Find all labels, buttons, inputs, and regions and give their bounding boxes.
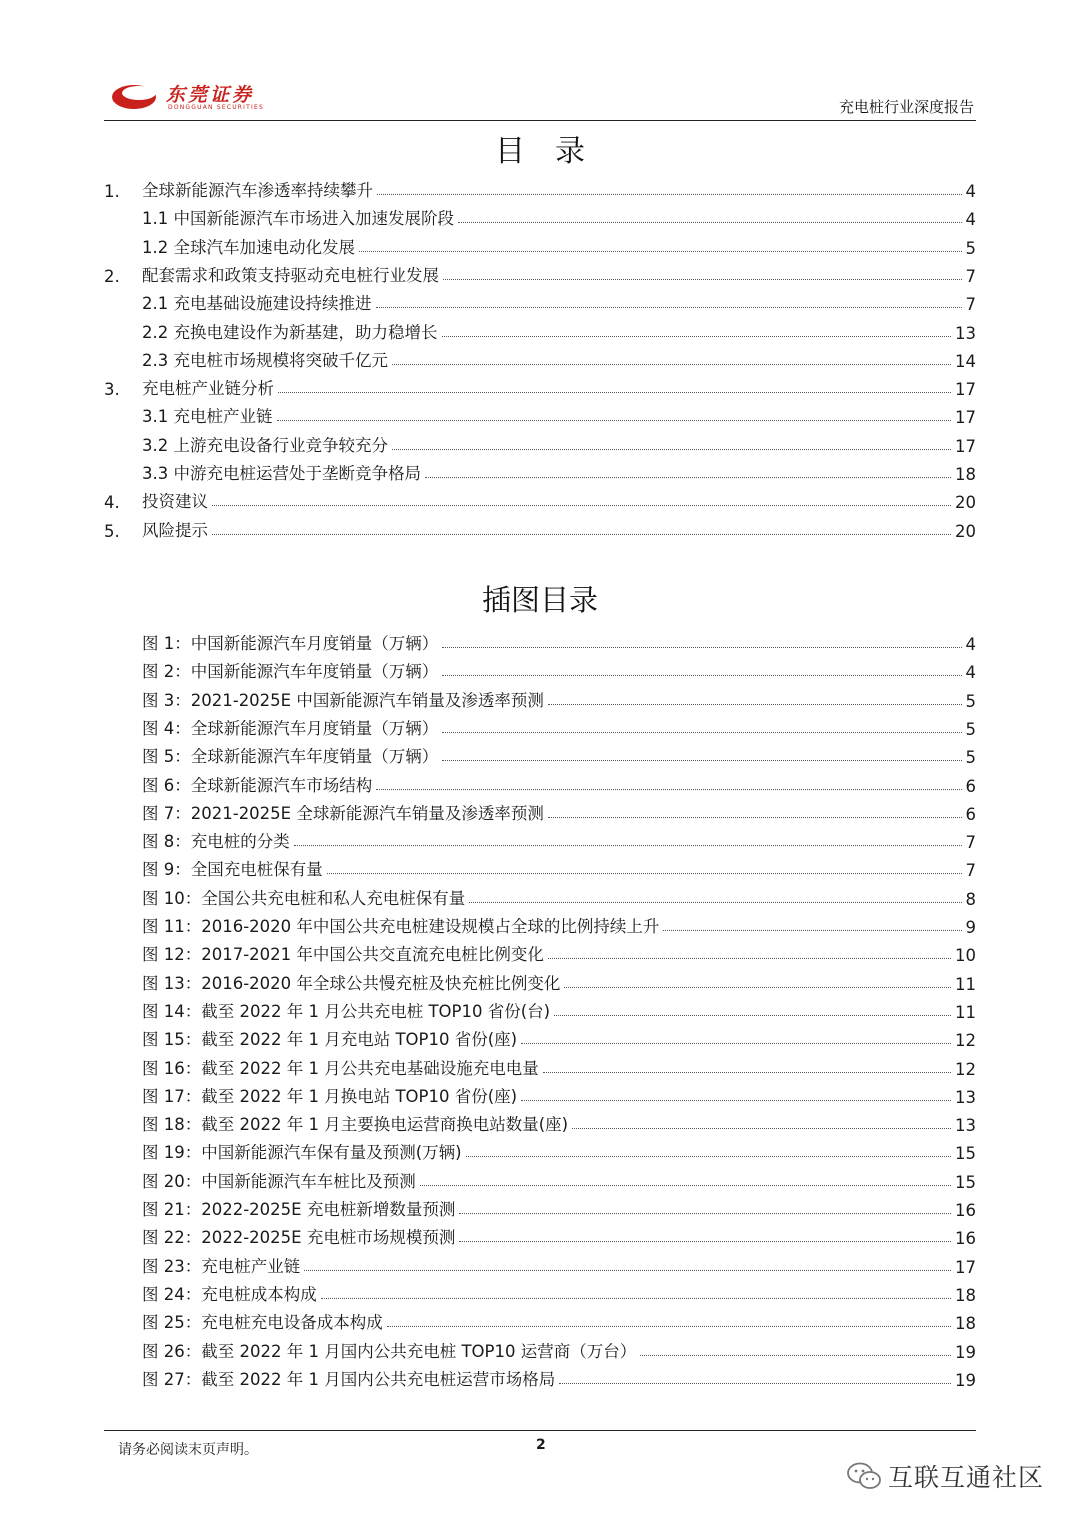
toc-entry[interactable] xyxy=(104,260,976,286)
figure-entry-label: 图 25：充电桩充电设备成本构成 xyxy=(142,1313,383,1333)
figure-entry-label: 图 3：2021-2025E 中国新能源汽车销量及渗透率预测 xyxy=(142,690,544,710)
page-number: 2 xyxy=(536,1437,546,1453)
toc-entry[interactable] xyxy=(104,203,976,229)
toc-entry-page: 20 xyxy=(955,521,976,541)
toc-entry-label: 配套需求和政策支持驱动充电桩行业发展 xyxy=(142,265,439,285)
toc-entry-number: 5. xyxy=(104,521,120,541)
dot-leader xyxy=(640,1355,951,1356)
toc-entry-label: 全球新能源汽车渗透率持续攀升 xyxy=(142,181,373,200)
toc-entry-label: 1.2 全球汽车加速电动化发展 xyxy=(142,237,355,257)
figure-entry[interactable] xyxy=(104,628,976,654)
toc-entry-number: 4. xyxy=(104,493,120,513)
dot-leader xyxy=(548,704,962,705)
figure-entry-label: 图 19：中国新能源汽车保有量及预测(万辆) xyxy=(142,1143,462,1163)
dot-leader xyxy=(442,760,961,761)
figure-entry-label: 图 22：2022-2025E 充电桩市场规模预测 xyxy=(142,1228,456,1248)
dot-leader xyxy=(212,505,951,506)
toc-entry-page: 14 xyxy=(955,351,976,371)
toc-entry-page: 5 xyxy=(965,238,976,258)
figure-entry[interactable] xyxy=(104,1336,976,1362)
toc-entry-label: 充电桩产业链分析 xyxy=(142,379,274,399)
figure-entry-page: 6 xyxy=(965,804,976,824)
figure-entry-label: 图 6：全球新能源汽车市场结构 xyxy=(142,775,373,795)
figure-entry-label: 图 7：2021-2025E 全球新能源汽车销量及渗透率预测 xyxy=(142,803,544,823)
toc-entry-label: 3.2 上游充电设备行业竞争较充分 xyxy=(142,435,388,455)
toc-entry-page: 17 xyxy=(955,380,976,400)
toc-entry-page: 7 xyxy=(965,266,976,286)
figure-entry-page: 12 xyxy=(955,1059,976,1079)
figure-entry[interactable] xyxy=(104,1279,976,1305)
dot-leader xyxy=(304,1270,951,1271)
figure-entry-page: 13 xyxy=(955,1087,976,1107)
dot-leader xyxy=(469,902,961,903)
page-header xyxy=(104,76,976,121)
dot-leader xyxy=(425,477,951,478)
dot-leader xyxy=(278,392,951,393)
figure-entry-page: 19 xyxy=(955,1342,976,1362)
dot-leader xyxy=(359,251,962,252)
toc-entry-page: 7 xyxy=(965,295,976,315)
toc-entry[interactable] xyxy=(104,515,976,541)
dot-leader xyxy=(377,194,962,195)
dot-leader xyxy=(442,647,961,648)
dot-leader xyxy=(321,1298,951,1299)
toc-entry-page: 4 xyxy=(965,182,976,201)
dot-leader xyxy=(294,845,962,846)
figure-entry-page: 4 xyxy=(965,635,976,654)
figure-entry-label: 图 8：充电桩的分类 xyxy=(142,832,290,852)
figure-entry-page: 12 xyxy=(955,1031,976,1051)
figure-entry-page: 5 xyxy=(965,719,976,739)
figure-entry[interactable] xyxy=(104,770,976,796)
figure-entry-page: 5 xyxy=(965,748,976,768)
toc-entry[interactable] xyxy=(104,458,976,484)
figure-entry[interactable] xyxy=(104,1222,976,1248)
dot-leader xyxy=(458,222,962,223)
figure-entry[interactable] xyxy=(104,1251,976,1277)
toc-entry[interactable] xyxy=(104,317,976,343)
logo-english-name: DONGGUAN SECURITIES xyxy=(168,104,264,111)
dot-leader xyxy=(442,336,952,337)
figure-entry-label: 图 12：2017-2021 年中国公共交直流充电桩比例变化 xyxy=(142,945,544,965)
dot-leader xyxy=(559,1383,951,1384)
figure-entry-page: 19 xyxy=(955,1370,976,1390)
disclaimer-text: 请务必阅读末页声明。 xyxy=(118,1442,258,1458)
toc-entry-label: 2.1 充电基础设施建设持续推进 xyxy=(142,294,372,314)
figure-entry-page: 17 xyxy=(955,1257,976,1277)
figure-entry[interactable] xyxy=(104,741,976,767)
toc-entry-page: 4 xyxy=(965,210,976,230)
figure-entry-page: 7 xyxy=(965,861,976,881)
dot-leader xyxy=(548,817,962,818)
figure-entry-label: 图 4：全球新能源汽车月度销量（万辆） xyxy=(142,718,439,738)
figure-entry-label: 图 17：截至 2022 年 1 月换电站 TOP10 省份(座) xyxy=(142,1086,518,1106)
dot-leader xyxy=(459,1213,951,1214)
toc-entry-page: 17 xyxy=(955,408,976,428)
figure-entry-page: 10 xyxy=(955,946,976,966)
toc-entry[interactable] xyxy=(104,430,976,456)
dot-leader xyxy=(443,279,962,280)
figure-entry-label: 图 26：截至 2022 年 1 月国内公共充电桩 TOP10 运营商（万台） xyxy=(142,1341,637,1361)
figure-entry[interactable] xyxy=(104,798,976,824)
figure-entry-label: 图 18：截至 2022 年 1 月主要换电运营商换电站数量(座) xyxy=(142,1115,569,1135)
figure-entry-page: 13 xyxy=(955,1116,976,1136)
figure-entry[interactable] xyxy=(104,656,976,682)
figure-entry[interactable] xyxy=(104,1024,976,1050)
figure-entry[interactable] xyxy=(104,996,976,1022)
figure-entry[interactable] xyxy=(104,1194,976,1220)
dot-leader xyxy=(387,1326,951,1327)
company-logo xyxy=(110,80,290,114)
figure-entry-label: 图 9：全国充电桩保有量 xyxy=(142,860,323,880)
figure-entry[interactable] xyxy=(104,939,976,965)
dot-leader xyxy=(564,987,951,988)
dot-leader xyxy=(392,449,951,450)
figure-entry-label: 图 11：2016-2020 年中国公共充电桩建设规模占全球的比例持续上升 xyxy=(142,917,660,936)
figure-entry-page: 18 xyxy=(955,1314,976,1334)
toc-entry-page: 17 xyxy=(955,436,976,456)
toc-entry-label: 投资建议 xyxy=(142,492,208,512)
logo-swoosh-icon xyxy=(110,82,160,112)
figure-entry[interactable] xyxy=(104,854,976,880)
dot-leader xyxy=(212,534,951,535)
figure-entry[interactable] xyxy=(104,713,976,739)
toc-entry-label: 2.3 充电桩市场规模将突破千亿元 xyxy=(142,350,388,370)
figure-entry-label: 图 15：截至 2022 年 1 月充电站 TOP10 省份(座) xyxy=(142,1030,518,1050)
watermark xyxy=(846,1458,1044,1494)
toc-entry-label: 2.2 充换电建设作为新基建，助力稳增长 xyxy=(142,322,438,342)
toc-entry-page: 18 xyxy=(955,465,976,484)
watermark-text: 互联互通社区 xyxy=(888,1463,1045,1492)
dot-leader xyxy=(572,1128,951,1129)
figure-entry-page: 7 xyxy=(965,833,976,853)
figure-entry-label: 图 1：中国新能源汽车月度销量（万辆） xyxy=(142,634,439,653)
dot-leader xyxy=(543,1072,951,1073)
figure-list-title: 插图目录 xyxy=(481,583,598,617)
page-footer xyxy=(104,1430,976,1458)
toc-entry-label: 风险提示 xyxy=(142,520,208,540)
figure-entry-label: 图 13：2016-2020 年全球公共慢充桩及快充桩比例变化 xyxy=(142,973,561,993)
dot-leader xyxy=(277,420,952,421)
toc-entry-label: 3.1 充电桩产业链 xyxy=(142,407,273,427)
dot-leader xyxy=(663,930,961,931)
figure-entry-label: 图 5：全球新能源汽车年度销量（万辆） xyxy=(142,747,439,767)
report-title: 充电桩行业深度报告 xyxy=(838,98,974,116)
dot-leader xyxy=(554,1015,951,1016)
dot-leader xyxy=(392,364,951,365)
toc-entry-number: 2. xyxy=(104,266,120,286)
figure-entry-page: 9 xyxy=(965,918,976,937)
dot-leader xyxy=(376,307,962,308)
toc-entry-number: 3. xyxy=(104,380,120,400)
toc-entry[interactable] xyxy=(104,288,976,314)
figure-entry[interactable] xyxy=(104,826,976,852)
toc-entry[interactable] xyxy=(104,486,976,512)
figure-entry-page: 6 xyxy=(965,776,976,796)
figure-entry-page: 16 xyxy=(955,1229,976,1249)
figure-entry[interactable] xyxy=(104,1364,976,1390)
figure-entry[interactable] xyxy=(104,1081,976,1107)
toc-entry[interactable] xyxy=(104,175,976,201)
figure-entry-page: 4 xyxy=(965,663,976,683)
dot-leader xyxy=(442,675,961,676)
toc-entry-number: 1. xyxy=(104,182,120,201)
dot-leader xyxy=(548,958,951,959)
toc-entry-label: 3.3 中游充电桩运营处于垄断竞争格局 xyxy=(142,464,421,483)
toc-entry[interactable] xyxy=(104,401,976,427)
figure-entry[interactable] xyxy=(104,1307,976,1333)
figure-entry-page: 8 xyxy=(965,889,976,909)
figure-entry[interactable] xyxy=(104,1053,976,1079)
figure-entry-page: 15 xyxy=(955,1172,976,1192)
figure-entry-label: 图 24：充电桩成本构成 xyxy=(142,1284,317,1304)
figure-entry-label: 图 2：中国新能源汽车年度销量（万辆） xyxy=(142,662,439,682)
dot-leader xyxy=(420,1185,951,1186)
dot-leader xyxy=(521,1043,951,1044)
figure-entry[interactable] xyxy=(104,1109,976,1135)
figure-entry[interactable] xyxy=(104,883,976,909)
figure-entry[interactable] xyxy=(104,968,976,994)
toc-entry[interactable] xyxy=(104,373,976,399)
figure-entry-label: 图 23：充电桩产业链 xyxy=(142,1256,301,1276)
figure-entry[interactable] xyxy=(104,685,976,711)
toc-entry-page: 20 xyxy=(955,493,976,513)
figure-entry-label: 图 21：2022-2025E 充电桩新增数量预测 xyxy=(142,1200,456,1219)
logo-chinese-name: 东莞证券 xyxy=(166,84,255,106)
dot-leader xyxy=(327,873,962,874)
figure-entry-page: 11 xyxy=(955,1002,976,1022)
dot-leader xyxy=(466,1156,951,1157)
figure-entry-label: 图 27：截至 2022 年 1 月国内公共充电桩运营市场格局 xyxy=(142,1369,556,1389)
toc-entry[interactable] xyxy=(104,345,976,371)
figure-entry[interactable] xyxy=(104,1137,976,1163)
dot-leader xyxy=(521,1100,951,1101)
toc-entry-page: 13 xyxy=(955,323,976,343)
figure-entry[interactable] xyxy=(104,911,976,937)
dot-leader xyxy=(442,732,961,733)
figure-entry[interactable] xyxy=(104,1166,976,1192)
dot-leader xyxy=(376,789,961,790)
toc-entry-label: 1.1 中国新能源汽车市场进入加速发展阶段 xyxy=(142,209,454,229)
figure-entry-label: 图 10：全国公共充电桩和私人充电桩保有量 xyxy=(142,888,466,908)
toc-title: 目 录 xyxy=(495,134,585,169)
figure-entry-label: 图 14：截至 2022 年 1 月公共充电桩 TOP10 省份(台) xyxy=(142,1001,551,1021)
figure-entry-page: 5 xyxy=(965,691,976,711)
figure-entry-label: 图 20：中国新能源汽车车桩比及预测 xyxy=(142,1171,416,1191)
figure-entry-page: 16 xyxy=(955,1201,976,1220)
wechat-icon xyxy=(846,1461,882,1491)
dot-leader xyxy=(459,1241,951,1242)
figure-entry-page: 11 xyxy=(955,974,976,994)
figure-entry-label: 图 16：截至 2022 年 1 月公共充电基础设施充电电量 xyxy=(142,1058,539,1078)
figure-entry-page: 18 xyxy=(955,1285,976,1305)
toc-entry[interactable] xyxy=(104,232,976,258)
figure-entry-page: 15 xyxy=(955,1144,976,1164)
